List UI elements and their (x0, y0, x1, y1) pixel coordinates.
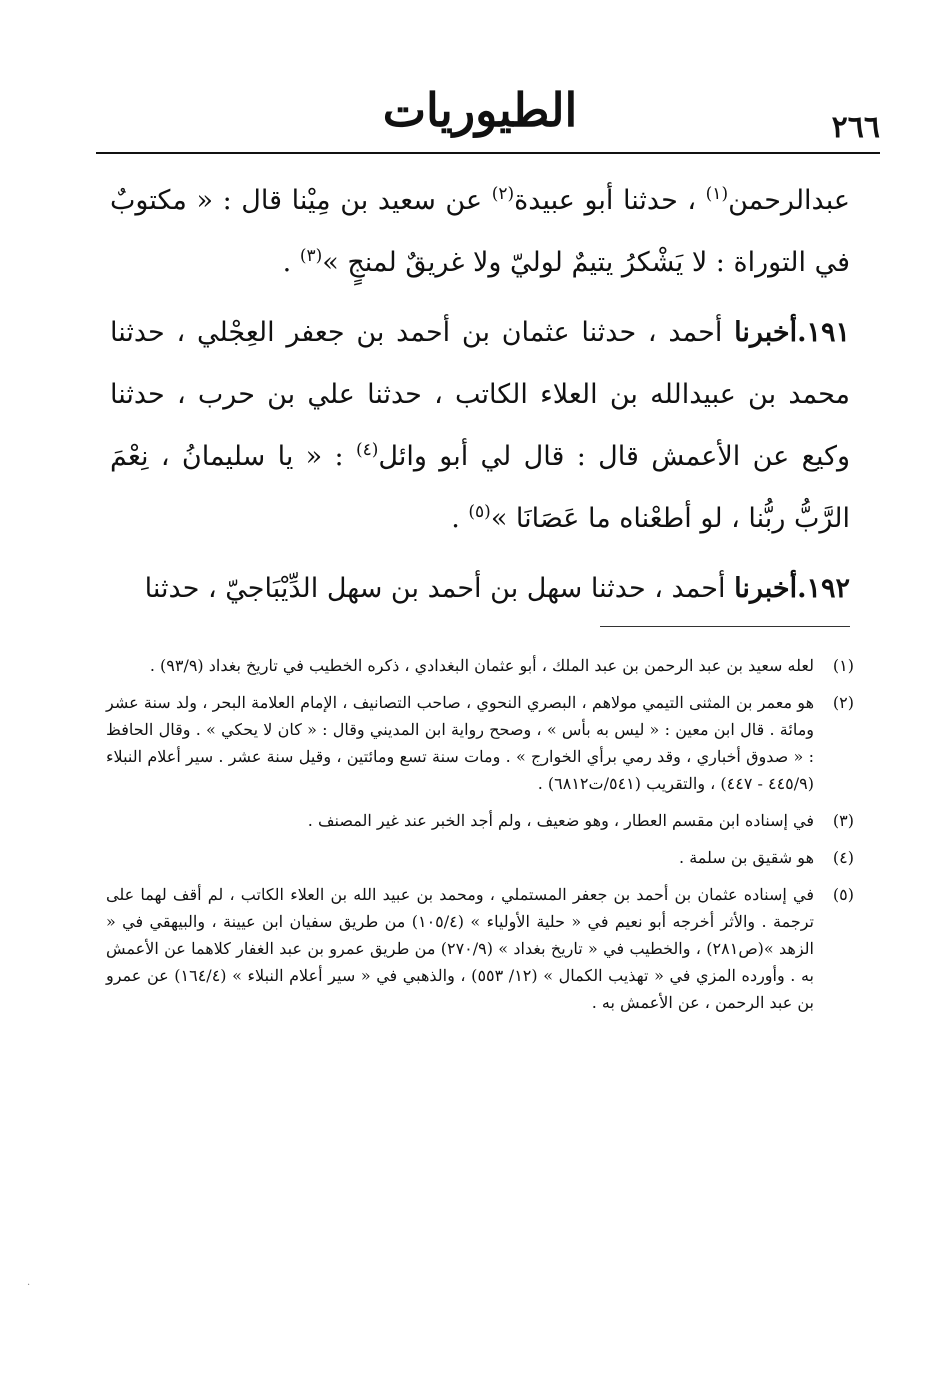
page-number: ٢٦٦ (831, 110, 880, 145)
text-segment: : « يا سليمانُ ، نِعْمَ الرَّبُّ ربُّنا ، لو أطعْناه ما عَصَانَا » (110, 441, 850, 534)
footnote-separator (600, 626, 850, 627)
text-segment: . (282, 247, 300, 278)
margin-mark: · (27, 1280, 31, 1291)
main-paragraph (110, 302, 850, 550)
running-header-title: الطيوريات (382, 83, 578, 137)
footnote-ref: (٥) (468, 502, 491, 522)
footnote (106, 844, 854, 871)
main-text (110, 170, 850, 628)
header-rule (96, 152, 880, 154)
footnote-number: (٢) (832, 693, 854, 712)
text-segment: أحمد ، حدثنا سهل بن أحمد بن سهل الدِّيْبَاجيّ ، حدثنا (144, 573, 735, 604)
footnote-ref: (١) (705, 184, 729, 204)
footnote-ref: (٣) (299, 246, 323, 266)
footnote-number: (٣) (832, 811, 854, 830)
footnote-text: لعله سعيد بن عبد الرحمن بن عبد الملك ، أبو عثمان البغدادي ، ذكره الخطيب في تاريخ بغداد (٩٣/٩) . (149, 656, 814, 675)
item-number: ١٩١. (797, 317, 850, 348)
footnote-ref: (٢) (491, 184, 515, 204)
item-number: ١٩٢. (797, 573, 850, 604)
footnote-text: هو شقيق بن سلمة . (679, 848, 814, 867)
text-segment: . (451, 503, 469, 534)
narration-intro: أخبرنا (734, 573, 798, 604)
footnote (106, 652, 854, 679)
narration-intro: أخبرنا (734, 317, 798, 348)
footnote-text: في إسناده عثمان بن أحمد بن جعفر المستملي ، ومحمد بن عبيد الله بن العلاء الكاتب ، لم أقف لهما على ترجمة . والأثر أخرجه أبو نعيم في « حلية الأولياء » (١٠٥/٤) من طريق سفيان ابن عيينة ، والبيهقي في « الزهد »(ص٢٨١) ، والخطيب في « تاريخ بغداد » (٢٧٠/٩) من طريق عمرو بن عبد الغفار كلاهما عن الأعمش به . وأورده المزي في « تهذيب الكمال » (١٢/ ٥٥٣) ، والذهبي في « سير أعلام النبلاء » (١٦٤/٤) عن عمرو بن عبد الرحمن ، عن الأعمش به . (106, 885, 814, 1012)
text-segment: عبدالرحمن (728, 185, 850, 216)
main-paragraph (110, 558, 850, 620)
footnote-text: في إسناده ابن مقسم العطار ، وهو ضعيف ، ولم أجد الخبر عند غير المصنف . (307, 811, 814, 830)
footnotes (106, 652, 854, 1026)
footnote-number: (٤) (832, 848, 854, 867)
footnote-number: (٥) (832, 885, 854, 904)
footnote-ref: (٤) (355, 440, 379, 460)
footnote (106, 689, 854, 797)
text-segment: عن سعيد بن مِيْنا قال : « مكتوبٌ في التوراة : لا يَشْكرُ يتيمٌ لوليّ ولا غريقٌ لمنجٍ » (110, 185, 850, 278)
main-paragraph (110, 170, 850, 294)
text-segment: أحمد ، حدثنا عثمان بن أحمد بن جعفر العِجْلي ، حدثنا محمد بن عبيدالله بن العلاء الكاتب ، حدثنا علي بن حرب ، حدثنا وكيع عن الأعمش قال : قال لي أبو وائل (110, 317, 851, 472)
footnote (106, 807, 854, 834)
footnote (106, 881, 854, 1016)
footnote-number: (١) (832, 656, 854, 675)
footnote-text: هو معمر بن المثنى التيمي مولاهم ، البصري النحوي ، صاحب التصانيف ، الإمام العلامة البحر ، ولد سنة عشر ومائة . قال ابن معين : « ليس به بأس » ، وصحح رواية ابن المديني وقال : « كان لا يحكي » . وقال الحافظ : « صدوق أخباري ، وقد رمي برأي الخوارج » . ومات سنة تسع ومائتين ، وقيل سنة عشر . سير أعلام النبلاء (٤٤٥/٩ - ٤٤٧) ، والتقريب (٥٤١/ت٦٨١٢) . (106, 693, 814, 793)
text-segment: ، حدثنا أبو عبيدة (514, 185, 706, 216)
